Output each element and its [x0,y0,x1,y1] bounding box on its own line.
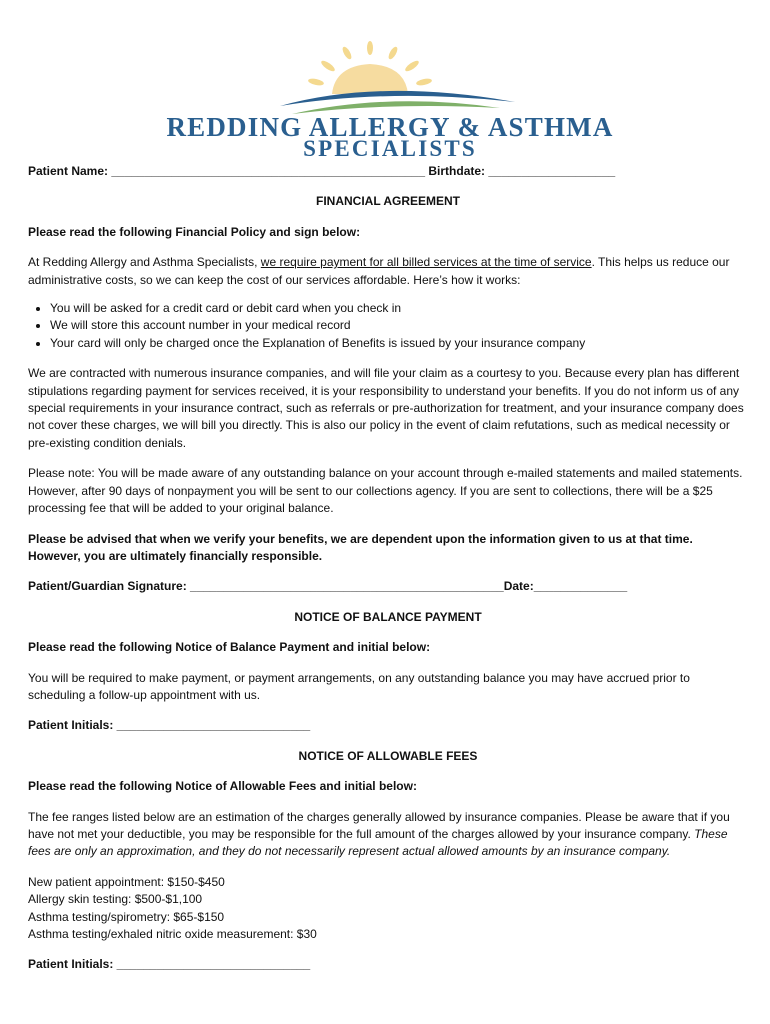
financial-agreement-title: FINANCIAL AGREEMENT [316,194,460,209]
responsibility-notice: Please be advised that when we verify your benefits, we are dependent upon the information given to us at that time. However, you are ultimately financially responsible. [28,531,693,563]
patient-name-field[interactable]: Patient Name: _______________________________________________ [28,164,426,178]
balance-paragraph: You will be required to make payment, or payment arrangements, on any outstanding balance you may have accrued prior to scheduling a follow-up appointment with us. [28,670,690,702]
intro-text-start: At Redding Allergy and Asthma Specialists, [28,255,261,270]
fees-disclaimer: These fees are only an approximation, and they do not necessarily represent actual allowed amounts by an insurance company. [28,826,728,859]
logo-title-line2: SPECIALISTS [303,136,477,161]
allowable-fees-title: NOTICE OF ALLOWABLE FEES [298,748,478,763]
collections-paragraph: Please note: You will be made aware of any outstanding balance on your account through e-mailed statements and mailed statements. However, after 90 days of nonpayment you will be sent to our collections agency. If you are sent to collections, there will be a $25 processing fee that will be added to your original balance. [28,466,743,516]
fees-initials-field[interactable]: Patient Initials: _____________________________ [28,957,311,972]
document-body [28,163,748,974]
list-item: • We will store this account number in your medical record [50,317,748,334]
financial-intro-paragraph [28,254,748,289]
list-item: Allergy skin testing: $500-$1,100 [28,892,203,907]
logo-title-line1: REDDING ALLERGY & ASTHMA [166,112,614,142]
list-item: Asthma testing/spirometry: $65-$150 [28,909,225,924]
intro-text-end: . This helps us reduce our administrative costs, so we can keep the cost of our services affordable. Here’s how it works: [28,255,730,287]
list-item: Asthma testing/exhaled nitric oxide measurement: $30 [28,927,317,941]
payment-steps-list [28,300,748,352]
balance-initials-field[interactable]: Patient Initials: _____________________________ [28,718,311,733]
fees-instruction: Please read the following Notice of Allowable Fees and initial below: [28,779,417,794]
signature-date-line[interactable]: Patient/Guardian Signature: _______________________________________________Date:______________ [28,579,628,594]
insurance-paragraph: We are contracted with numerous insurance companies, and will file your claim as a courtesy to you. Because every plan has different stipulations regarding payment for services received, it is your responsibility to understand your benefits. If you do not inform us of any special requirements in your insurance contract, such as referrals or pre-authorization for treatment, and your insurance company does not cover these charges, we will bill you directly. This is also our policy in the event of claim refutations, such as medical necessity or pre-existing condition denials. [28,366,744,450]
balance-instruction: Please read the following Notice of Balance Payment and initial below: [28,640,431,655]
fees-paragraph-text: The fee ranges listed below are an estimation of the charges generally allowed by insurance companies. Please be aware that if you have not met your deductible, you may be responsible for the full amount of the charges allowed by your insurance company. [28,809,730,841]
balance-payment-title: NOTICE OF BALANCE PAYMENT [294,609,482,624]
practice-logo [60,36,720,161]
birthdate-field[interactable]: Birthdate: ___________________ [425,164,616,178]
list-item: • You will be asked for a credit card or debit card when you check in [50,300,748,317]
fee-list [28,874,748,944]
fees-paragraph [28,809,748,861]
intro-text-underlined: we require payment for all billed services at the time of service [260,255,592,270]
financial-instruction: Please read the following Financial Policy and sign below: [28,224,361,239]
list-item: • Your card will only be charged once the Explanation of Benefits is issued by your insurance company [50,335,748,352]
sun-and-hills-icon [60,36,720,116]
list-item: New patient appointment: $150-$450 [28,874,225,889]
patient-info-line [28,163,748,180]
